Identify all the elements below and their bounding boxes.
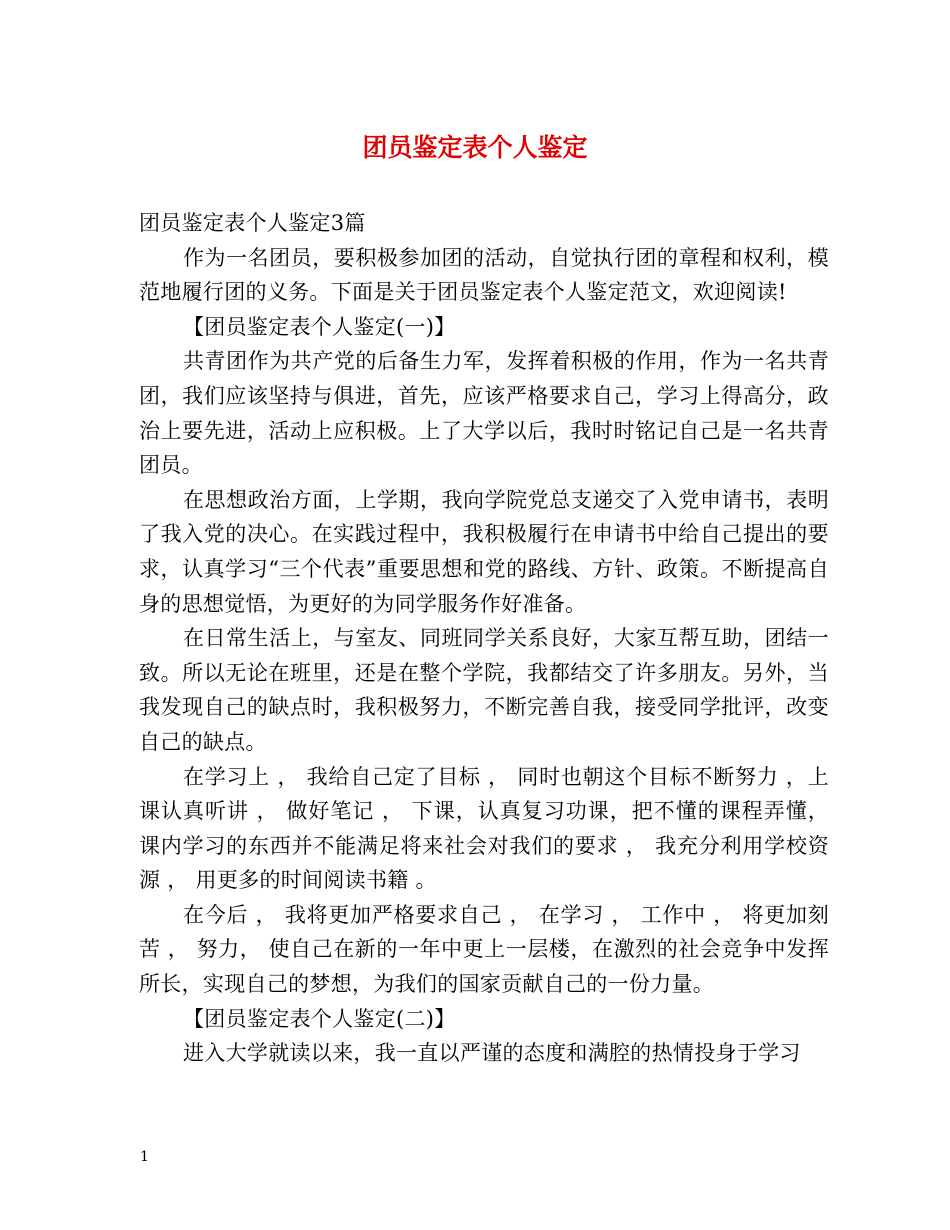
body-paragraph: 在学习上 ， 我给自己定了目标 ， 同时也朝这个目标不断努力 ，上课认真听讲 ， 做好笔记 ， 下课，认真复习功课，把不懂的课程弄懂， 课内学习的东西并不能满足将来社会对我们的要求 ， 我充分利用学校资源 ， 用更多的时间阅读书籍 。: [139, 764, 829, 893]
body-paragraph: 共青团作为共产党的后备生力军，发挥着积极的作用，作为一名共青团，我们应该坚持与俱进，首先，应该严格要求自己，学习上得高分，政治上要先进，活动上应积极。上了大学以后，我时时铭记自己是一名共青团员。: [139, 349, 829, 478]
body-paragraph: 进入大学就读以来，我一直以严谨的态度和满腔的热情投身于学习: [183, 1041, 801, 1066]
page-number: 1: [140, 1149, 149, 1165]
body-paragraph: 在思想政治方面，上学期，我向学院党总支递交了入党申请书，表明了我入党的决心。在实践过程中，我积极履行在申请书中给自己提出的要求，认真学习“三个代表”重要思想和党的路线、方针、政策。不断提高自身的思想觉悟，为更好的为同学服务作好准备。: [139, 487, 829, 616]
subtitle-paragraph: 团员鉴定表个人鉴定3篇: [139, 211, 366, 235]
intro-paragraph: 作为一名团员，要积极参加团的活动，自觉执行团的章程和权利，模范地履行团的义务。下面是关于团员鉴定表个人鉴定范文，欢迎阅读!: [139, 245, 829, 305]
body-paragraph: 在日常生活上，与室友、同班同学关系良好，大家互帮互助，团结一致。所以无论在班里，还是在整个学院，我都结交了许多朋友。另外，当我发现自己的缺点时，我积极努力，不断完善自我，接受同学批评，改变自己的缺点。: [139, 626, 829, 754]
document-body: [139, 206, 829, 1071]
section-heading-two: 【团员鉴定表个人鉴定(二)】: [183, 1006, 456, 1031]
body-paragraph: 在今后 ， 我将更加严格要求自己 ， 在学习 ， 工作中 ， 将更加刻苦 ， 努力， 使自己在新的一年中更上一层楼，在激烈的社会竞争中发挥所长，实现自己的梦想，为我们的国家贡献自己的一份力量。: [139, 902, 829, 997]
document-title: 团员鉴定表个人鉴定: [362, 133, 588, 162]
section-heading-one: 【团员鉴定表个人鉴定(一)】: [183, 314, 456, 339]
